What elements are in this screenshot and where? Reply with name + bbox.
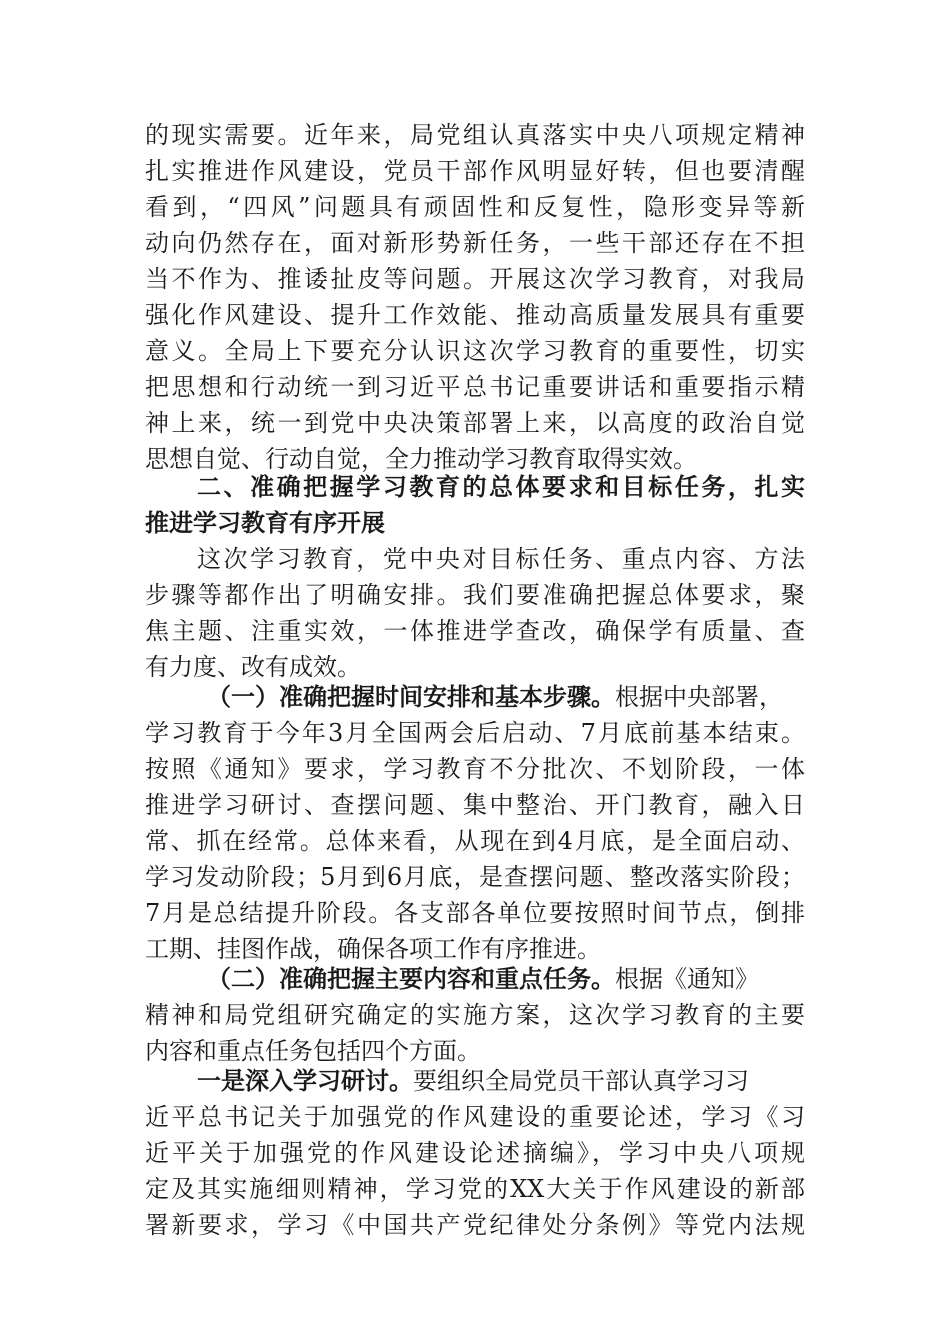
text-line: 精神和局党组研究确定的实施方案，这次学习教育的主要 [145, 1001, 805, 1029]
text-span: 根据中央部署， [615, 683, 783, 711]
text-line: 看到，“四风”问题具有顽固性和反复性，隐形变异等新 [145, 193, 805, 221]
subsection-first-line [145, 680, 805, 714]
subsection-heading: （一）准确把握时间安排和基本步骤。 [207, 682, 615, 711]
section-heading: 推进学习教育有序开展 [145, 508, 385, 537]
subsection-first-line [145, 962, 805, 996]
text-line: 强化作风建设、提升工作效能、推动高质量发展具有重要 [145, 301, 805, 329]
text-line: 焦主题、注重实效，一体推进学查改，确保学有质量、查 [145, 617, 805, 645]
text-line: 常、抓在经常。总体来看，从现在到4月底，是全面启动、 [145, 827, 805, 855]
text-line: 工期、挂图作战，确保各项工作有序推进。 [145, 935, 601, 963]
text-line: 当不作为、推诿扯皮等问题。开展这次学习教育，对我局 [145, 265, 805, 293]
text-line: 近平总书记关于加强党的作风建设的重要论述，学习《习 [145, 1103, 805, 1131]
text-span: 要组织全局党员干部认真学习习 [413, 1067, 749, 1095]
text-line: 定及其实施细则精神，学习党的XX大关于作风建设的新部 [145, 1175, 805, 1203]
text-line: 有力度、改有成效。 [145, 653, 361, 681]
text-line: 的现实需要。近年来，局党组认真落实中央八项规定精神 [145, 121, 805, 149]
text-line: 动向仍然存在，面对新形势新任务，一些干部还存在不担 [145, 229, 805, 257]
subsection-heading: （二）准确把握主要内容和重点任务。 [207, 964, 615, 993]
section-heading: 二、准确把握学习教育的总体要求和目标任务，扎实 [197, 472, 805, 501]
text-line: 步骤等都作出了明确安排。我们要准确把握总体要求，聚 [145, 581, 805, 609]
text-line: 推进学习研讨、查摆问题、集中整治、开门教育，融入日 [145, 791, 805, 819]
text-line: 近平关于加强党的作风建设论述摘编》，学习中央八项规 [145, 1139, 805, 1167]
text-line: 扎实推进作风建设，党员干部作风明显好转，但也要清醒 [145, 157, 805, 185]
item-heading: 一是深入学习研讨。 [197, 1066, 413, 1095]
text-line: 把思想和行动统一到习近平总书记重要讲话和重要指示精 [145, 373, 805, 401]
text-line: 学习发动阶段；5月到6月底，是查摆问题、整改落实阶段； [145, 863, 805, 891]
text-span: 根据《通知》 [615, 965, 759, 993]
text-line: 署新要求，学习《中国共产党纪律处分条例》等党内法规 [145, 1211, 805, 1239]
item-first-line [145, 1064, 805, 1098]
text-line: 思想自觉、行动自觉，全力推动学习教育取得实效。 [145, 445, 697, 473]
text-line: 按照《通知》要求，学习教育不分批次、不划阶段，一体 [145, 755, 805, 783]
text-line: 学习教育于今年3月全国两会后启动、7月底前基本结束。 [145, 719, 805, 747]
text-line: 7月是总结提升阶段。各支部各单位要按照时间节点，倒排 [145, 899, 805, 927]
text-line: 这次学习教育，党中央对目标任务、重点内容、方法 [197, 545, 805, 573]
text-line: 意义。全局上下要充分认识这次学习教育的重要性，切实 [145, 337, 805, 365]
text-line: 内容和重点任务包括四个方面。 [145, 1037, 481, 1065]
text-line: 神上来，统一到党中央决策部署上来，以高度的政治自觉 [145, 409, 805, 437]
